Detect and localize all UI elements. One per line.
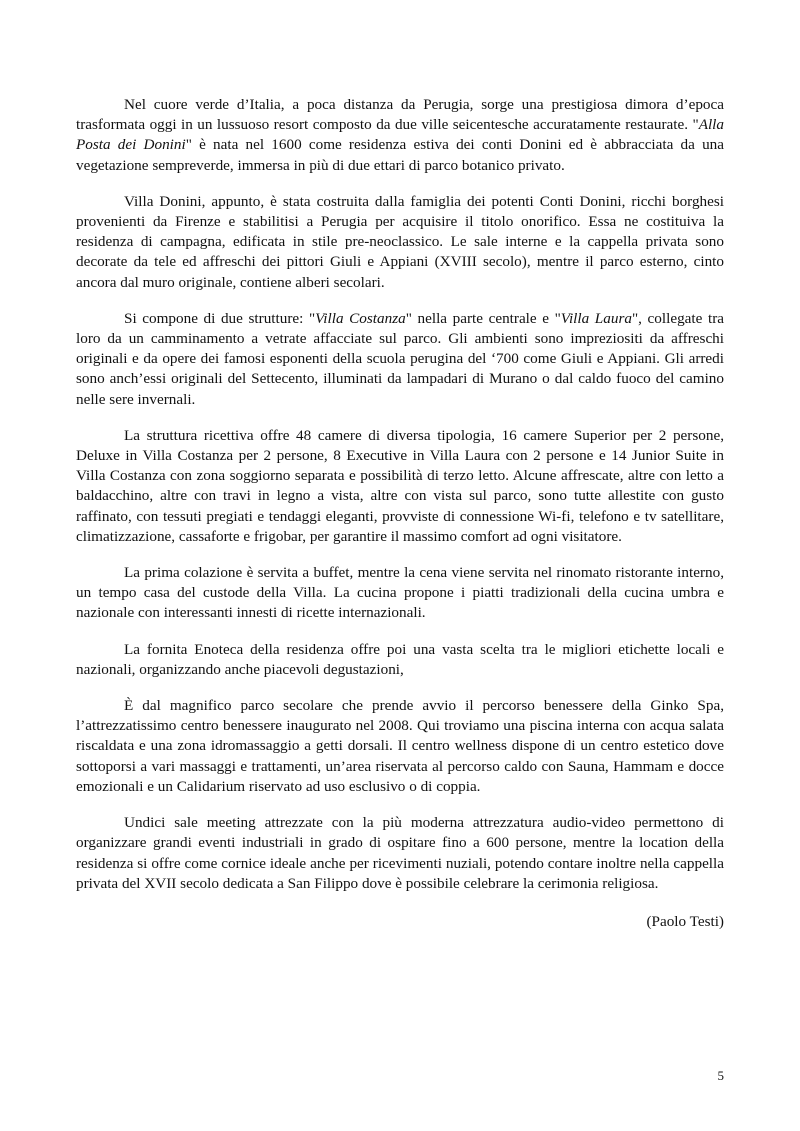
- paragraph-6: La fornita Enoteca della residenza offre poi una vasta scelta tra le migliori etichette locali e nazionali, organizzando anche piacevoli degustazioni,: [76, 640, 724, 678]
- paragraph-5: La prima colazione è servita a buffet, mentre la cena viene servita nel rinomato ristorante interno, un tempo casa del custode della Villa. La cucina propone i piatti tradizionali della cucina umbra e nazionale con interessanti innesti di ricette internazionali.: [76, 564, 724, 622]
- paragraph-3: Si compone di due strutture: "Villa Costanza" nella parte centrale e "Villa Laura", collegate tra loro da un camminamento a vetrate affacciate sul parco. Gli ambienti sono impreziositi da affreschi originali e da opere dei famosi esponenti della scuola perugina del ‘700 come Giuli e Appiani. Gli arredi sono anch’essi originali del Settecento, illuminati da lampadari di Murano o dal caldo fuoco del camino nelle sere invernali.: [76, 309, 724, 408]
- paragraph-1: Nel cuore verde d’Italia, a poca distanza da Perugia, sorge una prestigiosa dimora d’epoca trasformata oggi in un lussuoso resort composto da due ville seicentesche accuratamente restaurate. "Alla Posta dei Donini" è nata nel 1600 come residenza estiva dei conti Donini ed è abbracciata da una vegetazione sempreverde, immersa in più di due ettari di parco botanico privato.: [76, 96, 724, 174]
- paragraph-8: Undici sale meeting attrezzate con la più moderna attrezzatura audio-video permettono di organizzare grandi eventi industriali in grado di ospitare fino a 600 persone, mentre la location della residenza si offre come cornice ideale anche per ricevimenti nuziali, potendo contare inoltre nella cappella privata del XVII secolo dedicata a San Filippo dove è possibile celebrare la cerimonia religiosa.: [76, 814, 724, 892]
- italic-villa-laura: Villa Laura: [560, 309, 632, 327]
- italic-title-alla-posta-dei-donini: Alla Posta dei Donini: [76, 116, 724, 154]
- paragraph-4: La struttura ricettiva offre 48 camere di diversa tipologia, 16 camere Superior per 2 persone, Deluxe in Villa Costanza per 2 persone, 8 Executive in Villa Laura con 2 persone e 14 Junior Suite in Villa Costanza con zona soggiorno separata e possibilità di terzo letto. Alcune affrescate, altre con letto a baldacchino, altre con travi in legno a vista, altre con vista sul parco, sono tutte allestite con gusto raffinato, con tessuti pregiati e tendaggi eleganti, provviste di connessione Wi-fi, telefono e tv satellitare, climatizzazione, cassaforte e frigobar, per garantire il massimo comfort ad ogni visitatore.: [76, 426, 724, 545]
- article-page: [76, 95, 724, 932]
- italic-villa-costanza: Villa Costanza: [315, 309, 406, 327]
- page-number: 5: [717, 1068, 724, 1083]
- paragraph-7: È dal magnifico parco secolare che prende avvio il percorso benessere della Ginko Spa, l’attrezzatissimo centro benessere inaugurato nel 2008. Qui troviamo una piscina interna con acqua salata riscaldata e una zona idromassaggio a getti dorsali. Il centro wellness dispone di un centro estetico dove sottoporsi a vari massaggi e trattamenti, un’area riservata al percorso caldo con Sauna, Hammam e docce emozionali e un Calidarium riservato ad uso esclusivo o di coppia.: [76, 697, 724, 795]
- author-signature: (Paolo Testi): [646, 912, 724, 930]
- paragraph-2: Villa Donini, appunto, è stata costruita dalla famiglia dei potenti Conti Donini, ricchi borghesi provenienti da Firenze e stabilitisi a Perugia per acquisire il titolo onorifico. Essa ne costituiva la residenza di campagna, edificata in stile pre-neoclassico. Le sale interne e la cappella privata sono decorate da tele ed affreschi dei pittori Giuli e Appiani (XVIII secolo), mentre il parco esterno, cinto ancora dal muro originale, contiene alberi secolari.: [76, 192, 724, 291]
